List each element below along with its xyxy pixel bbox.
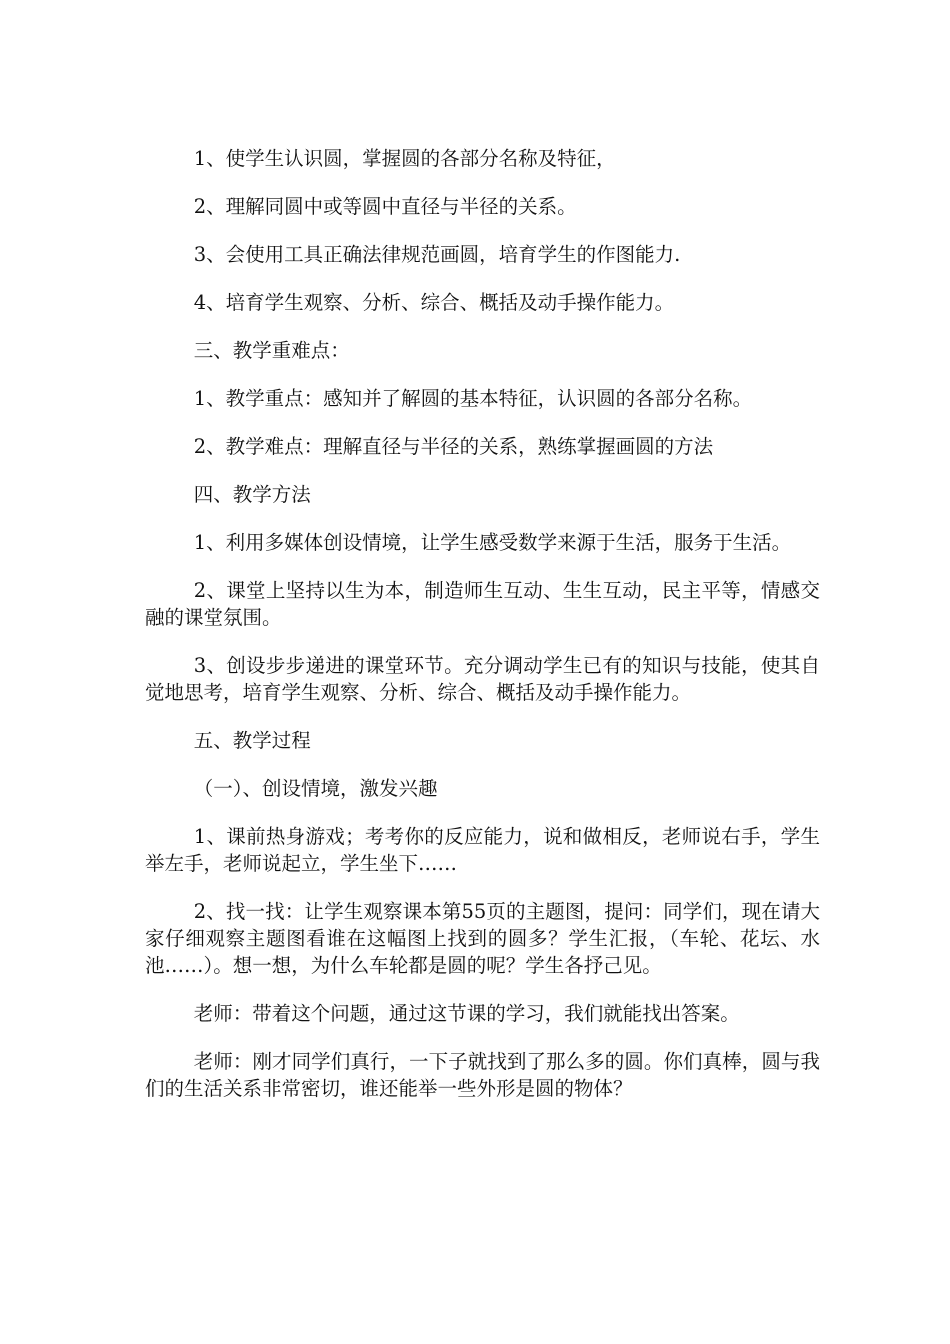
method-2: 2、课堂上坚持以生为本，制造师生互动、生生互动，民主平等，情感交融的课堂氛围。 bbox=[145, 579, 820, 629]
method-3: 3、创设步步递进的课堂环节。充分调动学生已有的知识与技能，使其自觉地思考，培育学生观察、分析、综合、概括及动手操作能力。 bbox=[145, 654, 820, 704]
goal-2: 2、理解同圆中或等圆中直径与半径的关系。 bbox=[193, 195, 577, 218]
process-step-2: 2、找一找：让学生观察课本第55页的主题图，提问：同学们，现在请大家仔细观察主题图看谁在这幅图上找到的圆多？学生汇报，（车轮、花坛、水池……）。想一想，为什么车轮都是圆的呢？学生各抒己见。 bbox=[145, 900, 820, 977]
goal-1: 1、使学生认识圆，掌握圆的各部分名称及特征， bbox=[193, 147, 616, 170]
section-heading-methods: 四、教学方法 bbox=[193, 483, 311, 506]
goal-4: 4、培育学生观察、分析、综合、概括及动手操作能力。 bbox=[193, 291, 675, 314]
section-heading-key-points: 三、教学重难点： bbox=[193, 339, 350, 362]
section-heading-process: 五、教学过程 bbox=[193, 729, 311, 752]
goal-3: 3、会使用工具正确法律规范画圆，培育学生的作图能力. bbox=[193, 243, 681, 266]
method-1: 1、利用多媒体创设情境，让学生感受数学来源于生活，服务于生活。 bbox=[193, 531, 792, 554]
document-body bbox=[145, 145, 820, 1123]
teacher-remark-1: 老师：带着这个问题，通过这节课的学习，我们就能找出答案。 bbox=[193, 1002, 740, 1025]
key-point-1: 1、教学重点：感知并了解圆的基本特征，认识圆的各部分名称。 bbox=[193, 387, 753, 410]
subsection-heading-intro: （一）、创设情境，激发兴趣 bbox=[193, 777, 438, 800]
teacher-remark-2: 老师：刚才同学们真行，一下子就找到了那么多的圆。你们真棒，圆与我们的生活关系非常密切，谁还能举一些外形是圆的物体？ bbox=[145, 1050, 820, 1100]
key-point-2: 2、教学难点：理解直径与半径的关系，熟练掌握画圆的方法 bbox=[193, 435, 714, 458]
process-step-1: 1、课前热身游戏；考考你的反应能力，说和做相反，老师说右手，学生举左手，老师说起立，学生坐下…… bbox=[145, 825, 820, 875]
